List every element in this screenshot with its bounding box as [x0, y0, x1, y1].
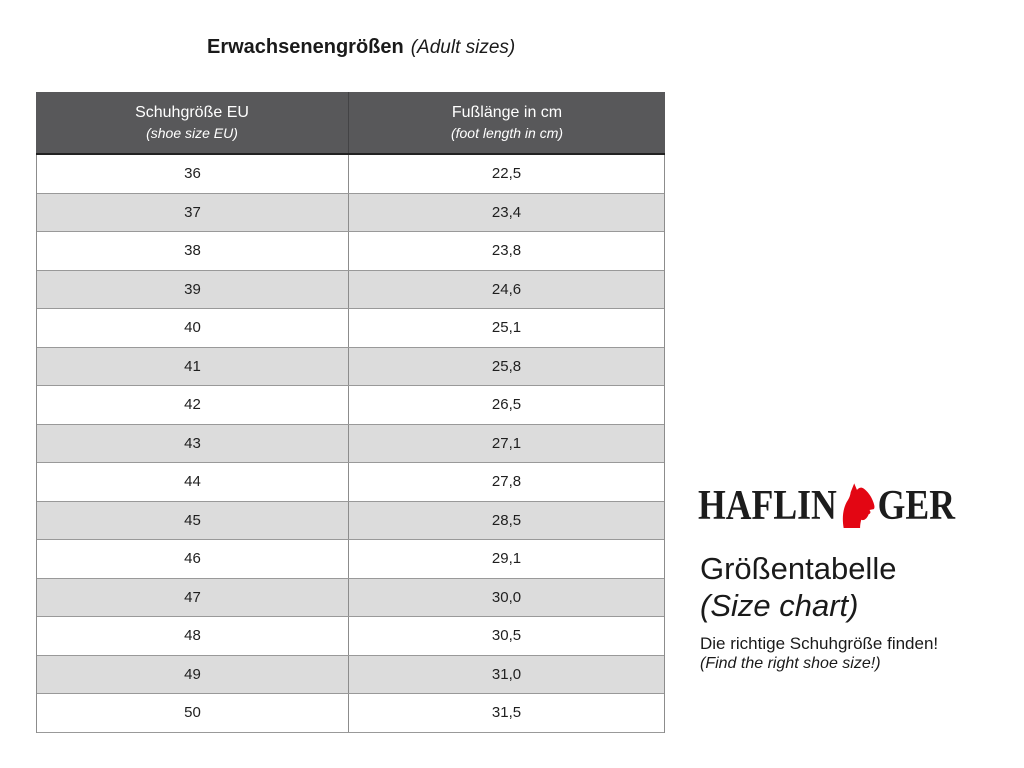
column-header-shoe-size-label: Schuhgröße EU — [135, 104, 249, 122]
column-header-foot-length — [348, 92, 665, 153]
cell-foot-length: 27,8 — [348, 463, 664, 501]
column-header-foot-length-sublabel: (foot length in cm) — [450, 124, 564, 141]
cell-foot-length: 26,5 — [348, 386, 664, 424]
page-title-en: (Adult sizes) — [410, 37, 516, 58]
table-row — [37, 386, 664, 425]
cell-shoe-size: 42 — [184, 396, 201, 414]
cell-shoe-size: 41 — [184, 357, 201, 375]
cell-foot-length: 24,6 — [348, 271, 664, 309]
size-chart-heading — [700, 550, 896, 624]
size-table — [36, 92, 665, 733]
cell-foot-length: 25,1 — [348, 309, 664, 347]
cell-shoe-size: 44 — [184, 473, 201, 491]
table-row — [37, 155, 664, 194]
cell-shoe-size: 37 — [184, 203, 201, 221]
table-row — [37, 656, 664, 695]
logo-text-left: HAFLIN — [698, 483, 837, 529]
size-chart-heading-en: (Size chart) — [700, 588, 859, 624]
size-table-header — [36, 92, 665, 155]
cell-shoe-size: 36 — [184, 165, 201, 183]
cell-foot-length: 30,5 — [348, 617, 664, 655]
column-header-shoe-size — [36, 92, 348, 153]
cell-shoe-size: 43 — [184, 434, 201, 452]
table-row — [37, 579, 664, 618]
cell-foot-length: 31,5 — [348, 694, 664, 732]
cell-foot-length: 27,1 — [348, 425, 664, 463]
cell-foot-length: 23,8 — [348, 232, 664, 270]
table-row — [37, 425, 664, 464]
cell-foot-length: 23,4 — [348, 194, 664, 232]
cell-shoe-size: 38 — [184, 242, 201, 260]
table-row — [37, 194, 664, 233]
cell-shoe-size: 40 — [184, 319, 201, 337]
table-row — [37, 232, 664, 271]
cell-shoe-size: 49 — [184, 665, 201, 683]
cell-shoe-size: 48 — [184, 627, 201, 645]
table-row — [37, 502, 664, 541]
table-row — [37, 617, 664, 656]
cell-shoe-size: 47 — [184, 588, 201, 606]
cell-foot-length: 30,0 — [348, 579, 664, 617]
column-header-foot-length-label: Fußlänge in cm — [451, 104, 563, 122]
tagline-en: (Find the right shoe size!) — [700, 655, 881, 673]
size-table-body — [36, 155, 665, 733]
tagline-de: Die richtige Schuhgröße finden! — [700, 634, 939, 653]
haflinger-logo — [698, 479, 955, 527]
page-title — [207, 36, 515, 59]
cell-foot-length: 31,0 — [348, 656, 664, 694]
cell-foot-length: 25,8 — [348, 348, 664, 386]
column-header-shoe-size-sublabel: (shoe size EU) — [146, 124, 238, 141]
table-row — [37, 271, 664, 310]
cell-shoe-size: 50 — [184, 704, 201, 722]
cell-foot-length: 29,1 — [348, 540, 664, 578]
cell-shoe-size: 46 — [184, 550, 201, 568]
cell-foot-length: 22,5 — [348, 155, 664, 193]
horse-head-icon — [838, 479, 877, 531]
cell-foot-length: 28,5 — [348, 502, 664, 540]
table-row — [37, 309, 664, 348]
logo-text-right: GER — [877, 483, 956, 529]
page-title-de: Erwachsenengrößen — [207, 36, 404, 58]
tagline — [700, 633, 938, 674]
cell-shoe-size: 45 — [184, 511, 201, 529]
table-row — [37, 348, 664, 387]
table-row — [37, 694, 664, 733]
table-row — [37, 463, 664, 502]
table-row — [37, 540, 664, 579]
size-chart-heading-de: Größentabelle — [700, 551, 897, 586]
cell-shoe-size: 39 — [184, 280, 201, 298]
